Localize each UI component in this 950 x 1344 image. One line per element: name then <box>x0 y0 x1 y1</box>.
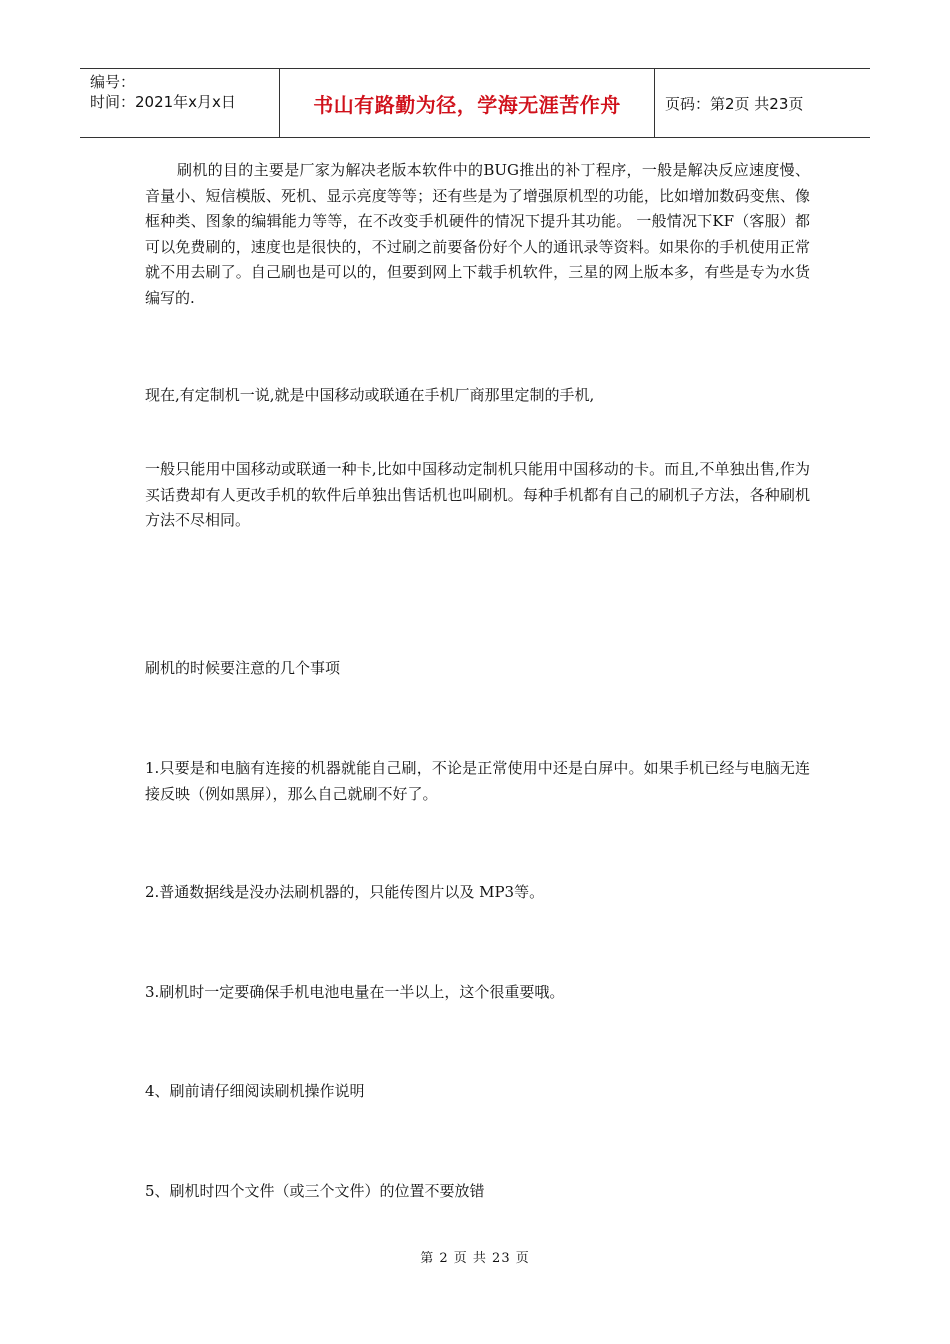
list-item: 1.只要是和电脑有连接的机器就能自己刷，不论是正常使用中还是白屏中。如果手机已经与电脑无连接反映（例如黑屏），那么自己就刷不好了。 <box>145 759 810 803</box>
list-item: 2.普通数据线是没办法刷机器的，只能传图片以及 MP3等。 <box>145 883 545 901</box>
page-footer: 第 2 页 共 23 页 <box>420 1251 530 1266</box>
number-label: 编号： <box>90 73 136 91</box>
list-item: 5、刷机时四个文件（或三个文件）的位置不要放错 <box>145 1182 485 1200</box>
list-item: 4、刷前请仔细阅读刷机操作说明 <box>145 1082 365 1100</box>
time-label: 时间：2021年x月x日 <box>90 93 236 111</box>
list-item: 3.刷机时一定要确保手机电池电量在一半以上，这个很重要哦。 <box>145 983 565 1001</box>
paragraph-custom-phone-detail: 一般只能用中国移动或联通一种卡,比如中国移动定制机只能用中国移动的卡。而且,不单独出售,作为买话费却有人更改手机的软件后单独出售话机也叫刷机。每种手机都有自己的刷机子方法，各种刷机方法不尽相同。 <box>145 460 810 529</box>
section-heading: 刷机的时候要注意的几个事项 <box>145 659 341 677</box>
header-motto: 书山有路勤为径，学海无涯苦作舟 <box>280 69 655 137</box>
paragraph-custom-phone: 现在,有定制机一说,就是中国移动或联通在手机厂商那里定制的手机, <box>145 386 595 404</box>
header-page-code: 页码：第2页 共23页 <box>665 94 804 113</box>
page-header <box>80 68 870 138</box>
header-info-cell <box>80 69 280 137</box>
paragraph-intro: 刷机的目的主要是厂家为解决老版本软件中的BUG推出的补丁程序，一般是解决反应速度慢、音量小、短信模版、死机、显示亮度等等；还有些是为了增强原机型的功能，比如增加数码变焦、像框种类、图象的编辑能力等等，在不改变手机硬件的情况下提升其功能。 一般情况下KF（客服）都可以免费刷的，速度也是很快的，不过刷之前要备份好个人的通讯录等资料。如果你的手机使用正常就不用去刷了。自己刷也是可以的，但要到网上下载手机软件，三星的网上版本多，有些是专为水货编写的. <box>145 161 810 307</box>
